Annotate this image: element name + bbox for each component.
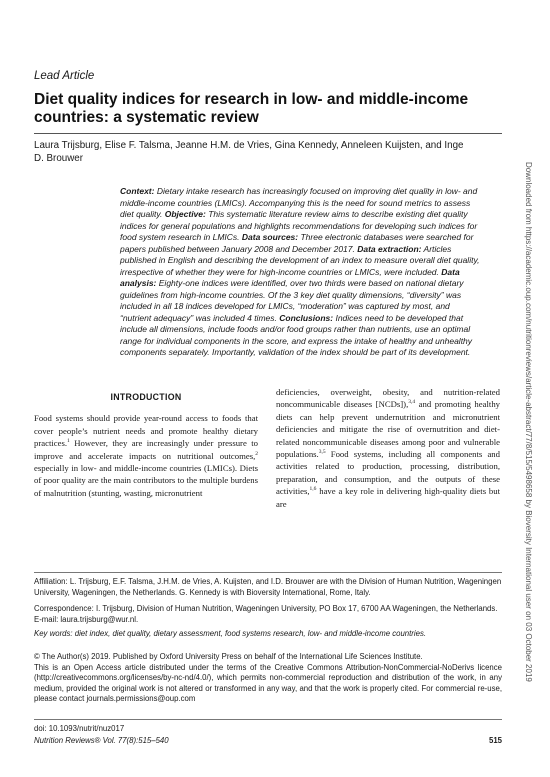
abstract-objective: This systematic literature review aims to describe existing diet quality indices for general populations and highlights recommendations for developing such indices for food system research in LMICs. <box>120 209 478 242</box>
citation-ref: 3,4 <box>408 399 416 406</box>
intro-text: have a key role in delivering high-quality diets but are <box>276 486 500 509</box>
abstract-objective-label: Objective: <box>164 209 206 219</box>
intro-column-left <box>34 391 258 499</box>
journal-citation: Nutrition Reviews® Vol. 77(8):515–540 <box>34 736 169 745</box>
license-text: This is an Open Access article distributed under the terms of the Creative Commons Attribution-NonCommercial-NoDerivs licence (http://creativecommons.org/licenses/by-nc-nd/4.0/), which permits non-commercial reproduction and distribution of the work, in any medium, provided the original work is not altered or transformed in any way, and that the work is properly cited. For commercial re-use, please contact journals.permissions@oup.com <box>34 662 502 703</box>
abstract-sources-label: Data sources: <box>241 232 299 242</box>
abstract-sources: Three electronic databases were searched for papers published between January 2008 and December 2017. <box>120 232 474 254</box>
footer-divider <box>34 719 502 720</box>
intro-paragraph-left <box>34 412 258 499</box>
section-label: Lead Article <box>34 70 95 82</box>
abstract-context-label: Context: <box>120 186 155 196</box>
abstract-conclusions-label: Conclusions: <box>279 312 334 323</box>
citation-ref: 2 <box>255 450 258 457</box>
affiliation-note: Affiliation: L. Trijsburg, E.F. Talsma, J.H.M. de Vries, A. Kuijsten, and I.D. Brouwer are with the Division of Human Nutrition, Wageningen University, Wageningen, the Netherlands. G. Kennedy is with Bioversity International, Rome, Italy. <box>34 577 502 597</box>
intro-text: Food systems, including all components and activities related to production, processing, distribution, preparation, and consumption, and the outputs of these activities, <box>276 449 500 497</box>
copyright-line: © The Author(s) 2019. Published by Oxford University Press on behalf of the International Life Sciences Institute. <box>34 652 423 661</box>
abstract-conclusions: Indices need to be developed that include all dimensions, include foods and/or food groups rather than nutrients, use an optimal range for individual components in the score, and express the intake of healthy and unhealthy components separately. Importantly, validation of the index should be part of its development. <box>120 312 473 357</box>
download-watermark: Downloaded from https://academic.oup.com/nutritionreviews/article-abstract/77/8/515/5498658 by Bioversity International user on 03 October 2019 <box>524 162 533 682</box>
intro-text: deficiencies, overweight, obesity, and nutrition-related noncommunicable diseases [NCDs]), <box>276 387 500 410</box>
footnote-divider <box>34 572 502 573</box>
section-heading-introduction: INTRODUCTION <box>110 392 182 402</box>
abstract-analysis-label: Data analysis: <box>120 266 460 288</box>
correspondence-note: Correspondence: I. Trijsburg, Division of Human Nutrition, Wageningen University, PO Box 17, 6700 AA Wageningen, the Netherlands. E-mail: laura.trijsburg@wur.nl. <box>34 604 498 624</box>
abstract-analysis: Eighty-one indices were identified, over two thirds were based on national dietary guidelines from high-income countries. Of the 3 key diet quality dimensions, “diversity” was included in all 18 indices developed for LMICs, “moderation” was captured by most, and “nutrient adequacy” was included 4 times. <box>120 278 464 323</box>
abstract <box>120 186 480 359</box>
article-title: Diet quality indices for research in low- and middle-income countries: a systematic review <box>34 91 469 126</box>
copyright-note <box>34 652 502 705</box>
abstract-extraction-label: Data extraction: <box>357 243 422 254</box>
intro-text: However, they are increasingly under pressure to improve and accelerate impacts on nutritional outcomes, <box>34 438 258 461</box>
doi: doi: 10.1093/nutrit/nuz017 <box>34 724 125 733</box>
citation-ref: 1 <box>67 438 70 445</box>
author-list: Laura Trijsburg, Elise F. Talsma, Jeanne H.M. de Vries, Gina Kennedy, Anneleen Kuijsten, and Inge D. Brouwer <box>34 140 464 164</box>
keywords-note: Key words: diet index, diet quality, dietary assessment, food systems research, low- and middle-income countries. <box>34 629 427 638</box>
page-number: 515 <box>488 736 502 745</box>
intro-paragraph-right <box>276 386 500 510</box>
intro-text: Food systems should provide year-round access to foods that cover people’s nutrient needs and promote healthy dietary practices. <box>34 413 258 449</box>
citation-ref: 1,6 <box>309 486 317 493</box>
citation-ref: 3,5 <box>318 449 326 456</box>
title-divider <box>34 133 502 134</box>
intro-text: especially in low- and middle-income countries (LMICs). Diets of poor quality are the main contributors to the multiple burdens of malnutrition (stunting, wasting, micronutrient <box>34 463 258 498</box>
intro-column-right <box>276 386 500 510</box>
abstract-extraction: Articles published in English and describing the development of an index to measure overall diet quality, irrespective of whether they were for high-income countries or LMICs, were included. <box>120 243 480 277</box>
intro-text: and promoting healthy diets can help prevent undernutrition and micronutrient deficiencies and mitigate the rise of overnutrition and diet-related noncommunicable diseases among poor and vulnerable populations. <box>276 399 501 460</box>
abstract-context: Dietary intake research has increasingly focused on improving diet quality in low- and middle-income countries (LMICs). Accompanying this is the need for sound metrics to assess diet quality. <box>120 186 478 219</box>
